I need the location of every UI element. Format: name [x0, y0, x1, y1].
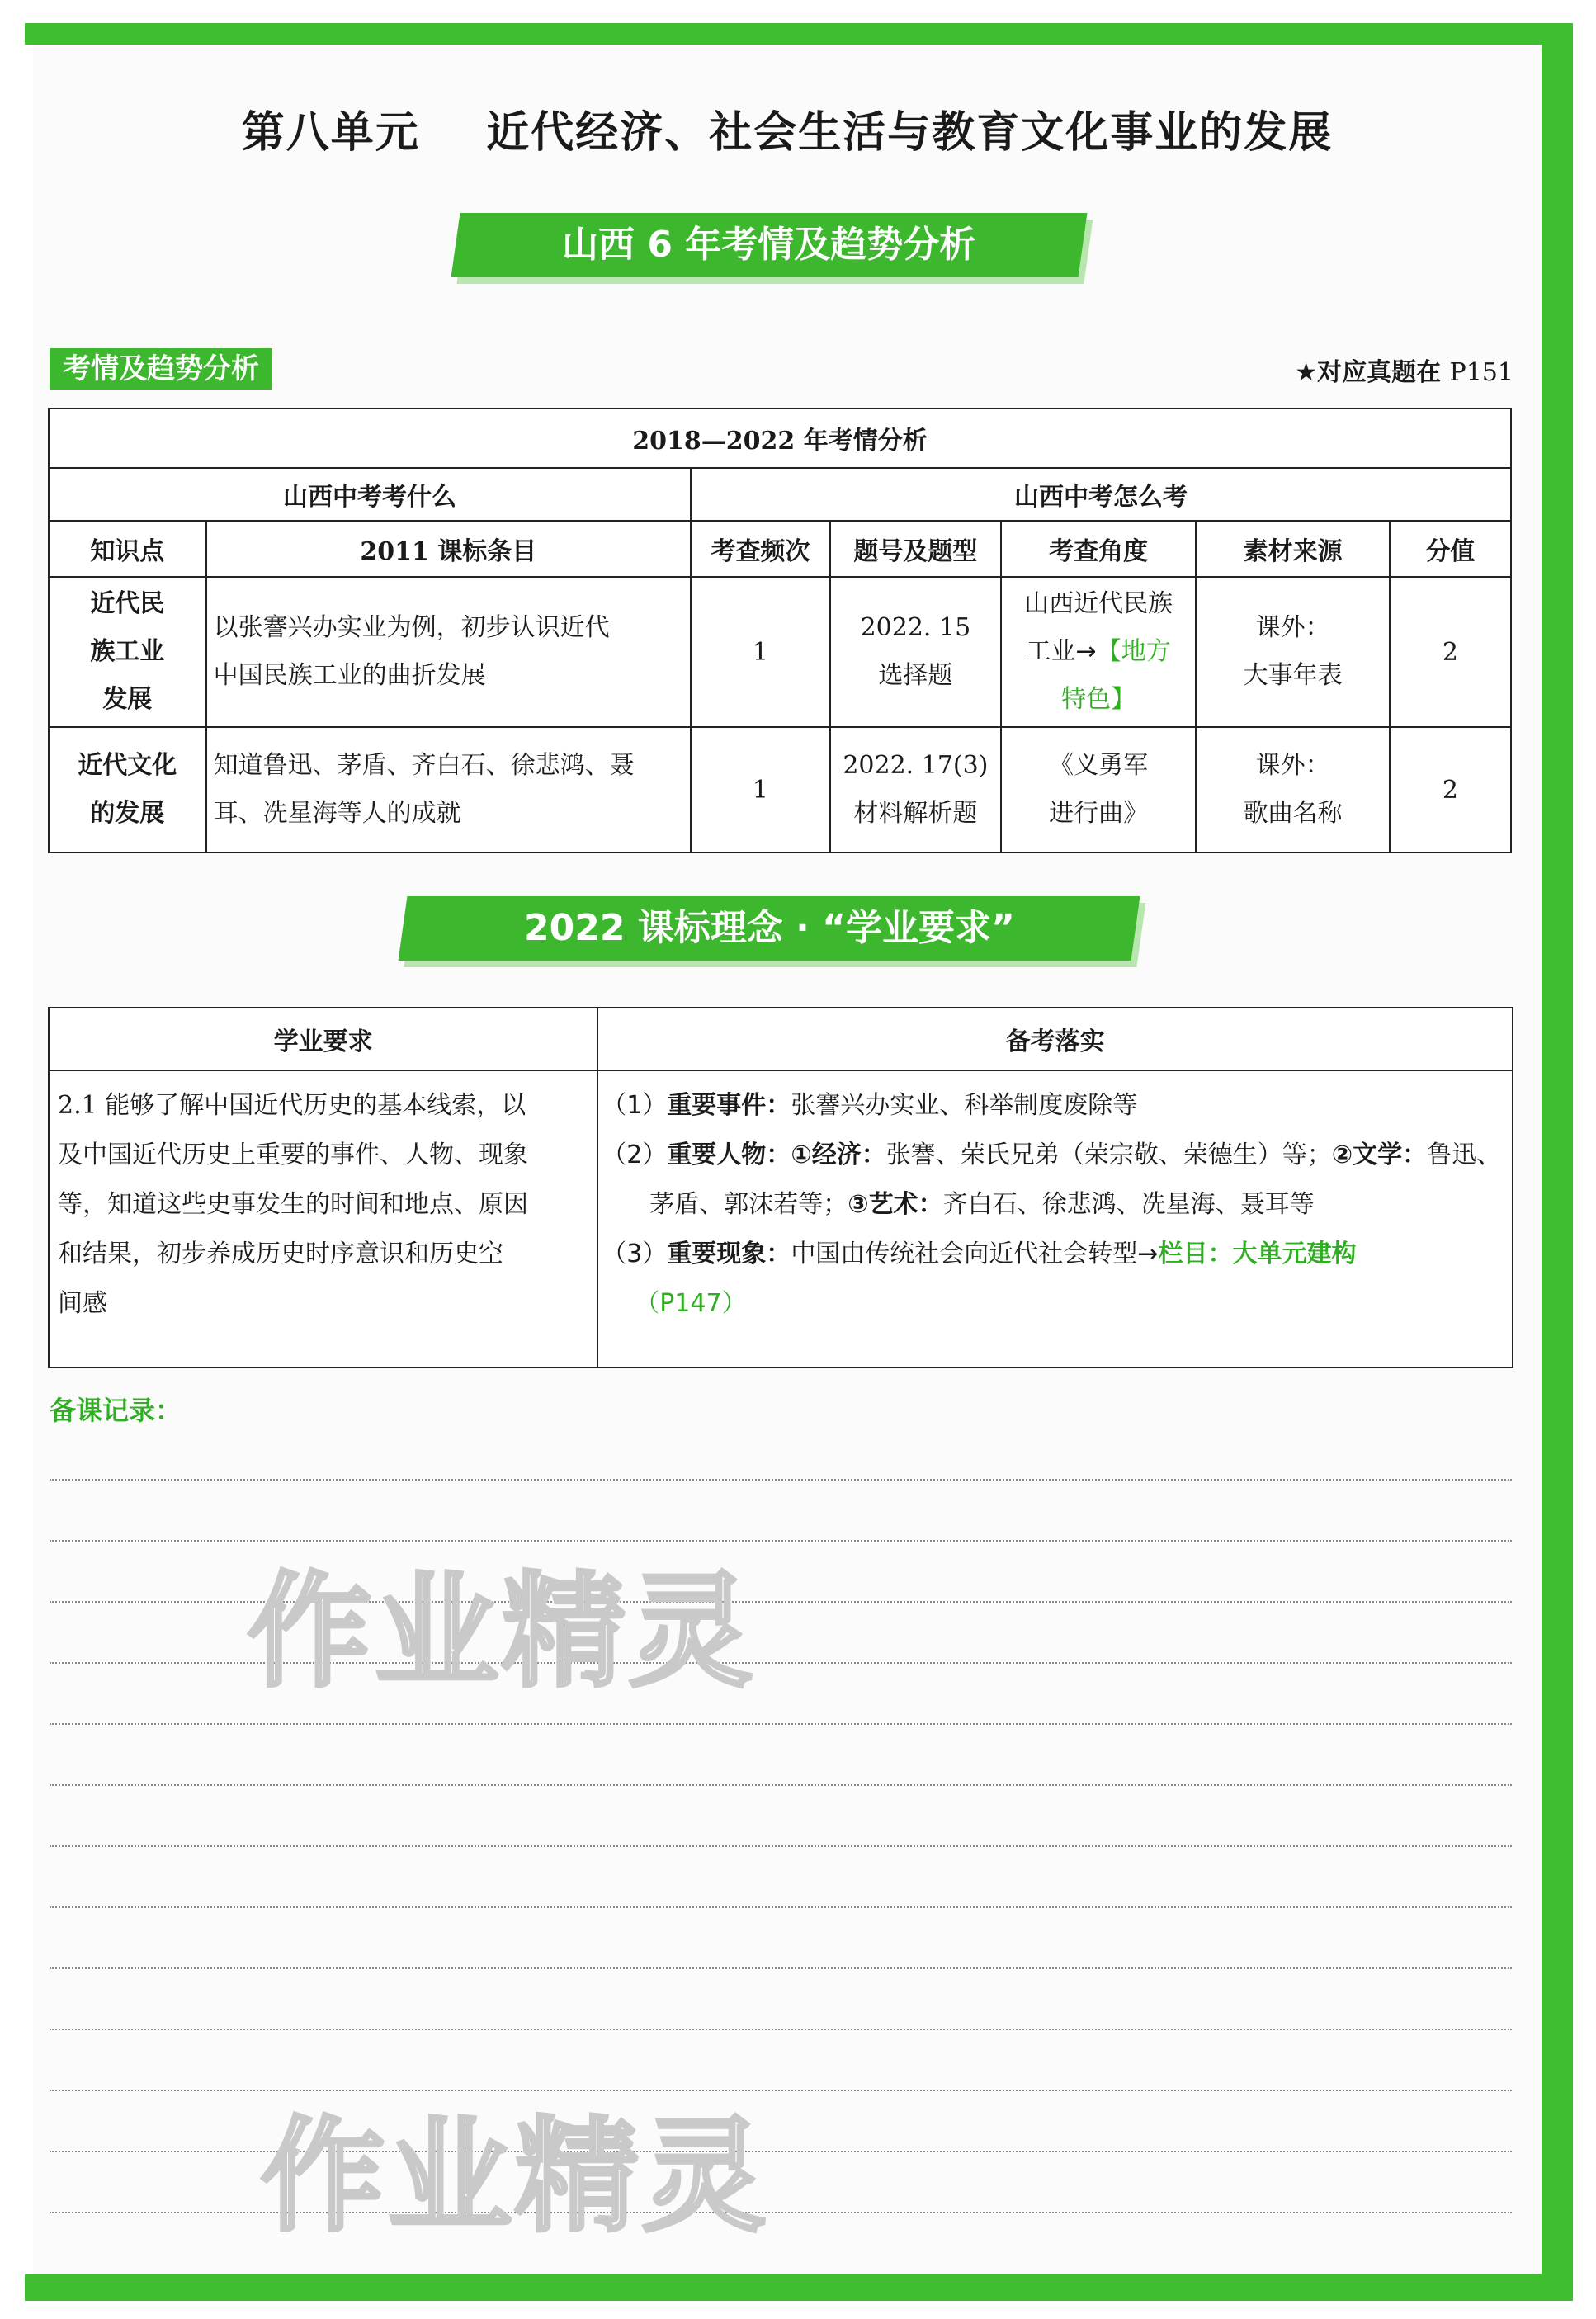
cell-question: [830, 577, 1001, 727]
cell-line: 的发展: [90, 799, 165, 828]
cell-standard: [206, 577, 691, 727]
cell-line: 《义勇军: [1049, 751, 1149, 780]
column-page-ref: （P147）: [635, 1289, 747, 1318]
cell-angle: [1001, 577, 1196, 727]
cell-question: [830, 727, 1001, 853]
note-line: [50, 1479, 1512, 1481]
academic-requirement-table: [48, 1007, 1513, 1368]
cell-line: [1008, 628, 1188, 676]
cell-line: 族工业: [90, 637, 165, 666]
cell-angle: [1001, 727, 1196, 853]
note-line: [50, 1784, 1512, 1786]
col-header-point: 知识点: [49, 521, 206, 577]
item-sublabel: ③艺术：: [848, 1190, 943, 1219]
watermark: 作业精灵: [248, 1561, 757, 1704]
cell-line: 近代民: [90, 589, 165, 618]
unit-title: 第八单元 近代经济、社会生活与教育文化事业的发展: [241, 108, 1334, 158]
section-banner-exam-analysis: [451, 213, 1088, 277]
implementation-cell: [597, 1070, 1513, 1367]
cell-frequency: 1: [691, 727, 830, 853]
cell-text: 工业→: [1026, 637, 1097, 666]
cell-line: 发展: [102, 685, 153, 714]
table-row: [49, 577, 1511, 727]
note-line: [50, 1967, 1512, 1969]
cell-line: 耳、冼星海等人的成就: [213, 799, 461, 828]
banner-text: 2022 课标理念 · “学业要求”: [523, 907, 1015, 949]
requirement-line: 间感: [58, 1289, 107, 1318]
item-text: 齐白石、徐悲鸿、冼星海、聂耳等: [942, 1190, 1315, 1219]
requirement-line: 及中国近代历史上重要的事件、人物、现象: [58, 1141, 528, 1169]
cell-line: 歌曲名称: [1243, 799, 1343, 828]
cell-source: [1196, 727, 1390, 853]
cell-line: 进行曲》: [1049, 799, 1149, 828]
col-header-standard: 2011 课标条目: [206, 521, 691, 577]
col-header-question: 题号及题型: [830, 521, 1001, 577]
table-row: [49, 727, 1511, 853]
banner-text: 山西 6 年考情及趋势分析: [562, 224, 976, 266]
implementation-item-events: [602, 1081, 1509, 1131]
item-label: 重要现象：: [667, 1240, 791, 1268]
note-line: [50, 1723, 1512, 1725]
column-link: 栏目：大单元建构: [1158, 1240, 1357, 1268]
group-header-what: 山西中考考什么: [49, 468, 691, 521]
reference-note-page: P151: [1449, 358, 1513, 387]
cell-line: 选择题: [878, 661, 953, 690]
item-sublabel: ①经济：: [791, 1141, 886, 1169]
cell-line: 材料解析题: [853, 799, 978, 828]
item-number: （3）: [602, 1240, 668, 1268]
frame-right-border: [1542, 23, 1573, 2301]
item-number: （1）: [602, 1091, 668, 1120]
section-tag: 考情及趋势分析: [50, 348, 272, 390]
cell-line: 2022. 15: [860, 613, 971, 642]
table-caption: 2018—2022 年考情分析: [49, 409, 1511, 468]
item-text: 茅盾、郭沫若等；: [649, 1190, 848, 1219]
col-header-requirement: 学业要求: [49, 1008, 597, 1070]
cell-line: 课外：: [1255, 751, 1330, 780]
implementation-item-people-cont: [602, 1180, 1509, 1230]
cell-line: 大事年表: [1243, 661, 1343, 690]
cell-line: 以张謇兴办实业为例，初步认识近代: [213, 613, 610, 642]
implementation-item-phenomenon: [602, 1230, 1509, 1279]
cell-score: 2: [1390, 727, 1511, 853]
item-text: 张謇、荣氏兄弟（荣宗敬、荣德生）等；: [885, 1141, 1332, 1169]
item-text: 鲁迅、: [1427, 1141, 1502, 1169]
col-header-source: 素材来源: [1196, 521, 1390, 577]
note-line: [50, 1845, 1512, 1847]
item-text: 中国由传统社会向近代社会转型→: [791, 1240, 1159, 1268]
cell-line: 中国民族工业的曲折发展: [213, 661, 486, 690]
group-header-how: 山西中考怎么考: [691, 468, 1511, 521]
requirement-line: 等，知道这些史事发生的时间和地点、原因: [58, 1190, 528, 1219]
col-header-angle: 考查角度: [1001, 521, 1196, 577]
cell-line: 近代文化: [78, 751, 177, 780]
note-line: [50, 2029, 1512, 2030]
requirement-line: 和结果，初步养成历史时序意识和历史空: [58, 1240, 503, 1268]
requirement-line: 2.1 能够了解中国近代历史的基本线索，以: [58, 1091, 526, 1120]
cell-line: 山西近代民族: [1024, 589, 1173, 618]
cell-source: [1196, 577, 1390, 727]
item-sublabel: ②文学：: [1331, 1141, 1428, 1169]
watermark: 作业精灵: [261, 2105, 770, 2249]
cell-line: 知道鲁迅、茅盾、齐白石、徐悲鸿、聂: [213, 751, 635, 780]
item-text: 张謇兴办实业、科举制度废除等: [791, 1091, 1138, 1120]
item-label: 重要人物：: [667, 1141, 791, 1169]
cell-line: 课外：: [1255, 613, 1330, 642]
col-header-implementation: 备考落实: [597, 1008, 1513, 1070]
item-label: 重要事件：: [667, 1091, 791, 1120]
col-header-frequency: 考查频次: [691, 521, 830, 577]
cell-standard: [206, 727, 691, 853]
requirement-cell: [49, 1070, 597, 1367]
note-line: [50, 1906, 1512, 1908]
frame-top-border: [25, 23, 1573, 45]
section-banner-curriculum: [399, 896, 1140, 961]
cell-point: [49, 727, 206, 853]
local-feature-tag: 特色】: [1061, 685, 1136, 714]
col-header-score: 分值: [1390, 521, 1511, 577]
implementation-item-people: [602, 1131, 1509, 1180]
local-feature-tag: 【地方: [1096, 637, 1171, 666]
item-number: （2）: [602, 1141, 668, 1169]
frame-bottom-border: [25, 2274, 1573, 2301]
cell-frequency: 1: [691, 577, 830, 727]
cell-line: 2022. 17(3): [843, 751, 989, 780]
cell-point: [49, 577, 206, 727]
reference-note: [1295, 352, 1513, 388]
reference-note-prefix: ★对应真题在: [1295, 358, 1450, 387]
exam-analysis-table: [48, 408, 1512, 853]
notes-label: 备课记录：: [50, 1395, 182, 1426]
cell-score: 2: [1390, 577, 1511, 727]
